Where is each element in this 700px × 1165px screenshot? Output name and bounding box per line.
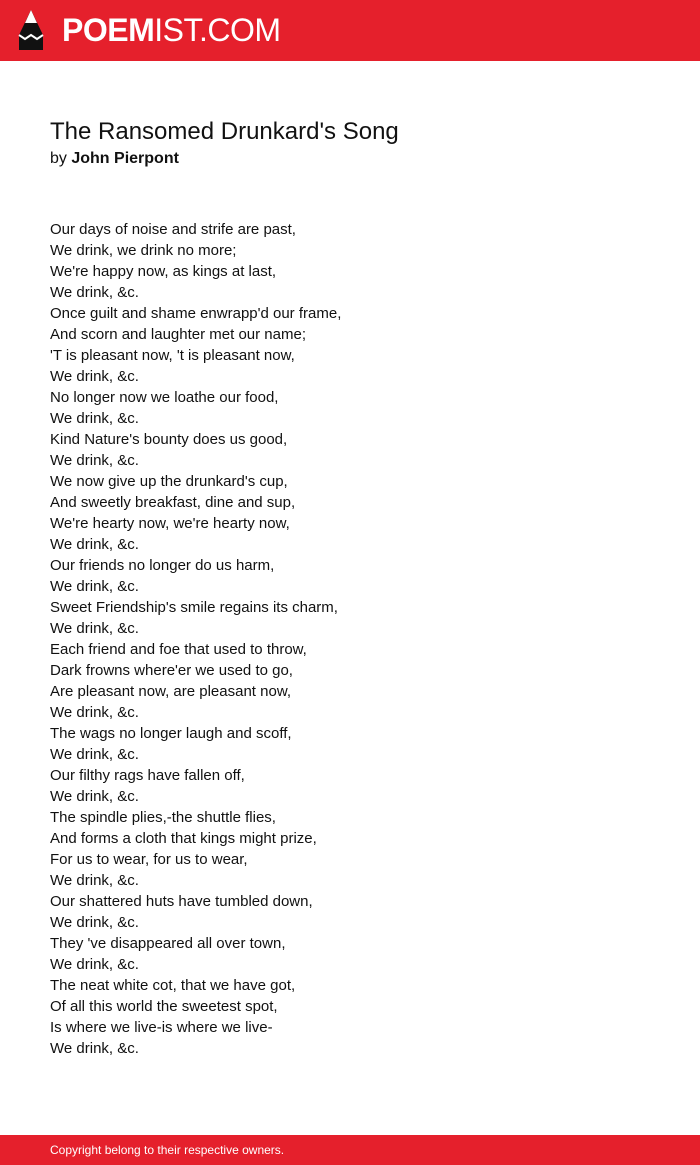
copyright-notice: Copyright belong to their respective owners.	[50, 1143, 285, 1157]
poem-line: And scorn and laughter met our name;	[50, 326, 306, 343]
byline	[50, 149, 179, 169]
author-name: John Pierpont	[71, 150, 179, 167]
poem-line: Our filthy rags have fallen off,	[50, 767, 245, 784]
poem-line: We drink, &c.	[50, 1040, 139, 1057]
site-footer	[0, 1135, 700, 1165]
poem-line: Our friends no longer do us harm,	[50, 557, 275, 574]
poem-line: We drink, &c.	[50, 872, 139, 889]
by-label: by	[50, 150, 67, 167]
poem-line: We drink, &c.	[50, 284, 139, 301]
poem-line: We're happy now, as kings at last,	[50, 263, 277, 280]
logo-light-text: IST.COM	[154, 12, 281, 48]
poem-line: Sweet Friendship's smile regains its charm,	[50, 599, 338, 616]
poem-line: We drink, &c.	[50, 368, 139, 385]
poem-line: We drink, &c.	[50, 746, 139, 763]
poem-line: And forms a cloth that kings might prize,	[50, 830, 317, 847]
poem-line: Dark frowns where'er we used to go,	[50, 662, 293, 679]
poem-body	[50, 219, 650, 1059]
poem-line: We drink, &c.	[50, 452, 139, 469]
poem-line: We drink, &c.	[50, 410, 139, 427]
poem-line: The spindle plies,-the shuttle flies,	[50, 809, 276, 826]
logo-bold-text: POEM	[62, 12, 155, 48]
site-header	[0, 0, 700, 61]
poem-line: The neat white cot, that we have got,	[50, 977, 296, 994]
poem-line: For us to wear, for us to wear,	[50, 851, 248, 868]
poem-line: 'T is pleasant now, 't is pleasant now,	[50, 347, 295, 364]
poem-line: Our shattered huts have tumbled down,	[50, 893, 313, 910]
poem-line: We drink, &c.	[50, 704, 139, 721]
poem-line: We drink, we drink no more;	[50, 242, 237, 259]
poem-line: Each friend and foe that used to throw,	[50, 641, 307, 658]
poem-line: They 've disappeared all over town,	[50, 935, 286, 952]
poem-line: We drink, &c.	[50, 578, 139, 595]
poem-line: Of all this world the sweetest spot,	[50, 998, 278, 1015]
poem-line: Are pleasant now, are pleasant now,	[50, 683, 291, 700]
poem-line: We drink, &c.	[50, 620, 139, 637]
poem-line: We now give up the drunkard's cup,	[50, 473, 288, 490]
poem-title: The Ransomed Drunkard's Song	[50, 118, 399, 145]
poem-line: We're hearty now, we're hearty now,	[50, 515, 290, 532]
poem-line: We drink, &c.	[50, 956, 139, 973]
poem-line: We drink, &c.	[50, 536, 139, 553]
poem-line: Is where we live-is where we live-	[50, 1019, 273, 1036]
site-logo[interactable]	[62, 11, 281, 49]
poem-line: And sweetly breakfast, dine and sup,	[50, 494, 296, 511]
poem-line: Kind Nature's bounty does us good,	[50, 431, 288, 448]
poem-line: The wags no longer laugh and scoff,	[50, 725, 292, 742]
pencil-tip-icon[interactable]	[17, 9, 45, 51]
poem-line: We drink, &c.	[50, 788, 139, 805]
poem-line: No longer now we loathe our food,	[50, 389, 279, 406]
poem-line: Our days of noise and strife are past,	[50, 221, 296, 238]
poem-line: We drink, &c.	[50, 914, 139, 931]
poem-line: Once guilt and shame enwrapp'd our frame,	[50, 305, 342, 322]
